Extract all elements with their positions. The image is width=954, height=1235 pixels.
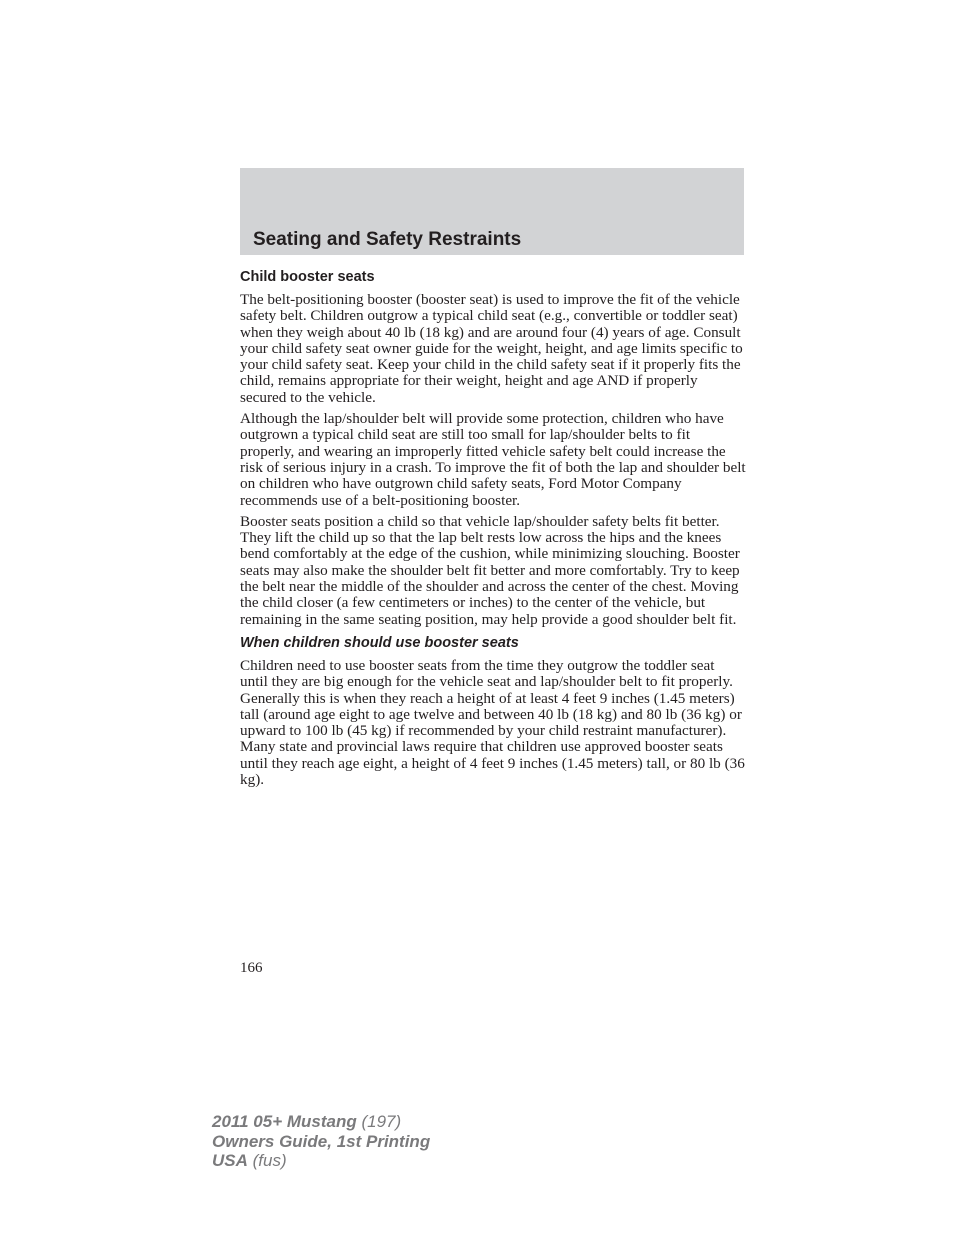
footer-model: 2011 05+ Mustang	[212, 1112, 357, 1131]
paragraph-booster-age-requirements: Children need to use booster seats from the time they outgrow the toddler seat until they are big enough for the vehicle seat and lap/shoulder belt to fit properly. Generally this is when they reach a height of at least 4 feet 9 inches (1.45 meters) tall (around age eight to age twelve and between 40 lb (18 kg) and 80 lb (36 kg) or upward to 100 lb (45 kg) if recommended by your child restraint manufacturer). Many state and provincial laws require that children use approved booster seats until they reach age eight, a height of 4 feet 9 inches (1.45 meters) tall, or 80 lb (36 kg).	[240, 656, 745, 789]
footer-imprint	[212, 1112, 430, 1171]
page-number: 166	[240, 960, 263, 976]
heading-when-to-use-boosters: When children should use booster seats	[240, 634, 519, 651]
footer-market: USA	[212, 1151, 248, 1170]
paragraph-lap-shoulder-belt: Although the lap/shoulder belt will provide some protection, children who have outgrown a typical child seat are still too small for lap/shoulder belts to fit properly, and wearing an improperly fitted vehicle safety belt could increase the risk of serious injury in a crash. To improve the fit of both the lap and shoulder belt on children who have outgrown child safety seats, Ford Motor Company recommends use of a belt-positioning booster.	[240, 410, 746, 509]
main-content	[240, 268, 746, 793]
section-title: Seating and Safety Restraints	[253, 229, 522, 250]
footer-model-code: (197)	[361, 1112, 402, 1131]
heading-child-booster-seats: Child booster seats	[240, 269, 375, 285]
footer-market-code: (fus)	[252, 1151, 287, 1170]
paragraph-booster-intro: The belt-positioning booster (booster seat) is used to improve the fit of the vehicle safety belt. Children outgrow a typical child seat (e.g., convertible or toddler seat) when they weigh about 40 lb (18 kg) and are around four (4) years of age. Consult your child safety seat owner guide for the weight, height, and age limits specific to your child safety seat. Keep your child in the child safety seat if it properly fits the child, remains appropriate for their weight, height and age AND if properly secured to the vehicle.	[240, 291, 743, 406]
footer-line-market	[212, 1151, 430, 1171]
footer-line-model	[212, 1112, 430, 1132]
section-header-band	[240, 168, 744, 255]
footer-printing: Owners Guide, 1st Printing	[212, 1131, 431, 1151]
paragraph-booster-positioning: Booster seats position a child so that vehicle lap/shoulder safety belts fit better. They lift the child up so that the lap belt rests low across the hips and the knees bend comfortably at the edge of the cushion, while minimizing slouching. Booster seats may also make the shoulder belt fit better and more comfortably. Try to keep the belt near the middle of the shoulder and across the center of the chest. Moving the child closer (a few centimeters or inches) to the center of the vehicle, but remaining in the same seating position, may help provide a good shoulder belt fit.	[240, 512, 740, 628]
